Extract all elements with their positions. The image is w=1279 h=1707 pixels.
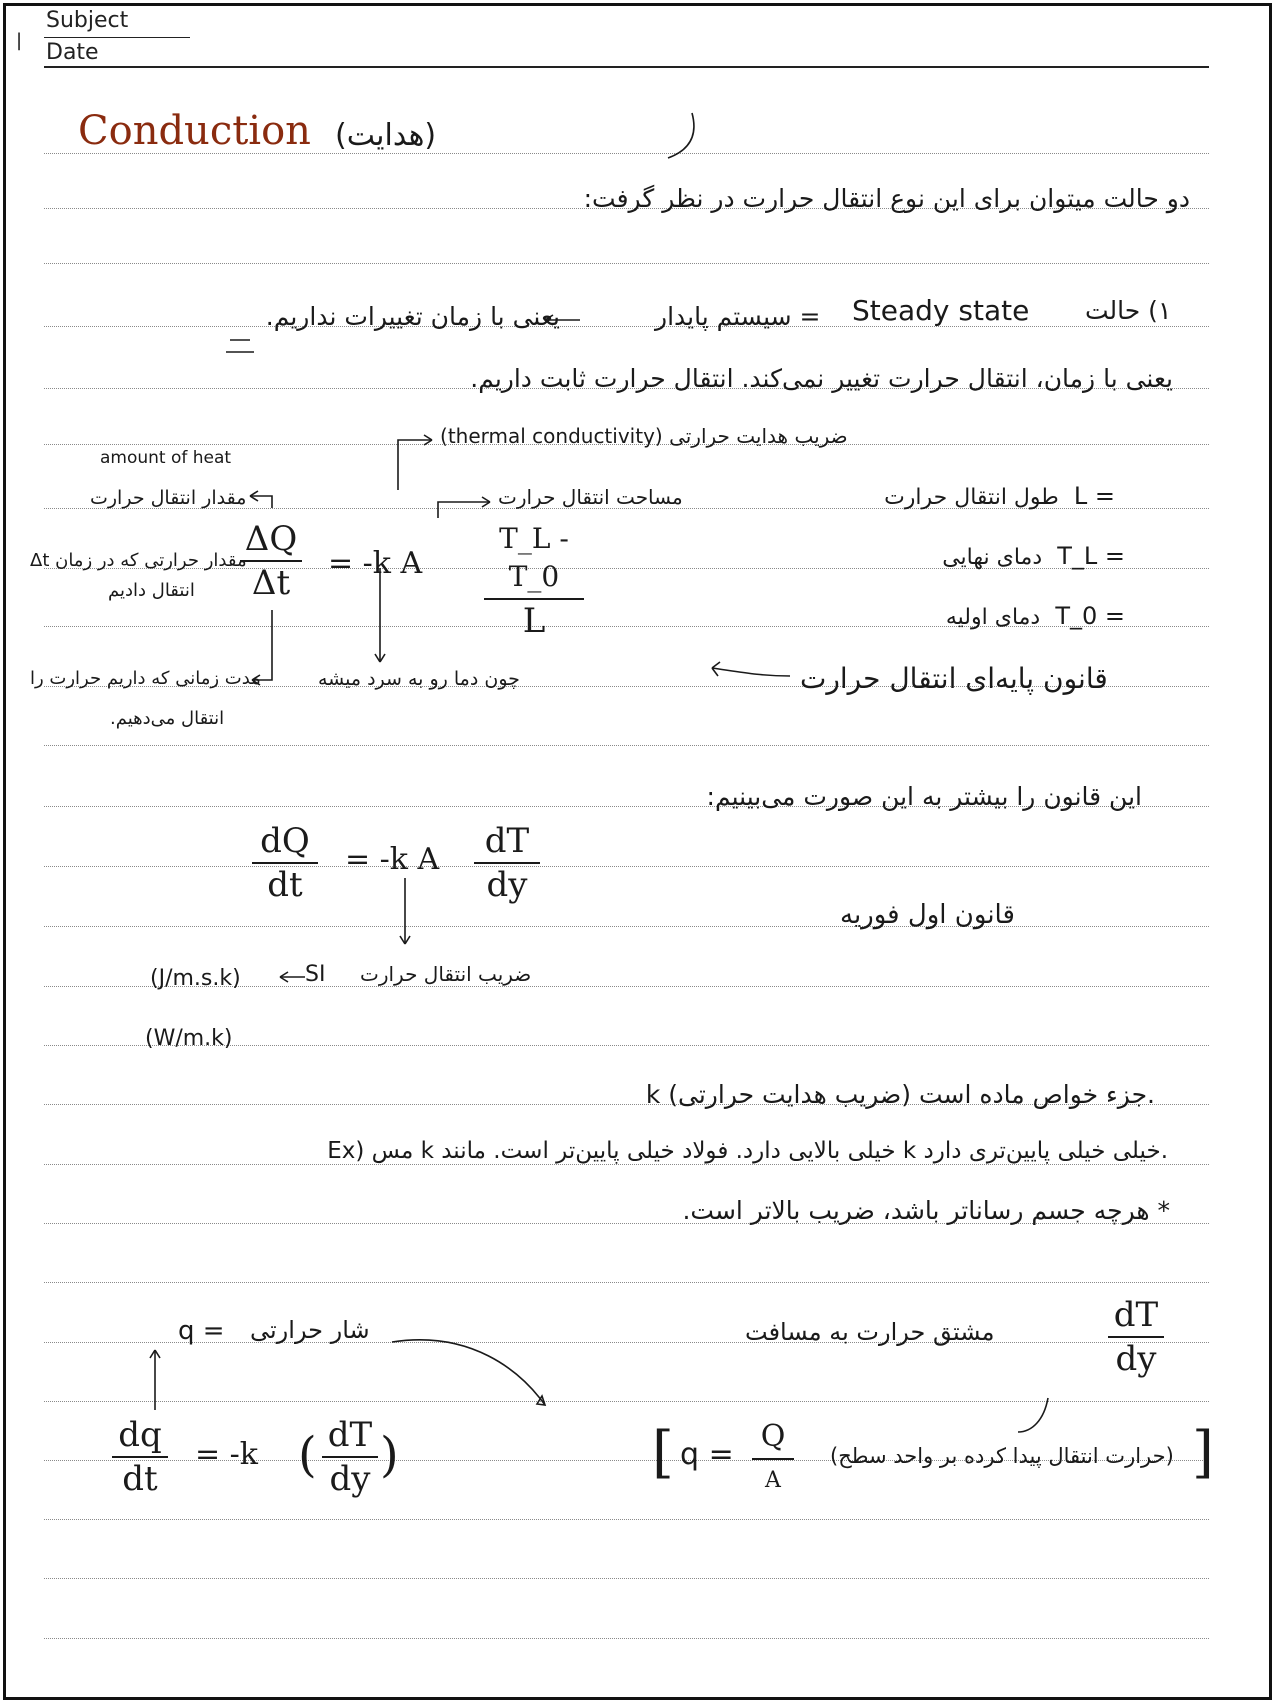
q-label: q =: [178, 1316, 225, 1346]
definition-text: دمای نهایی: [942, 545, 1043, 570]
steady-meaning: = سیستم پایدار: [655, 302, 821, 331]
definition-symbol: L =: [1073, 482, 1115, 510]
paren-close: ): [380, 1427, 399, 1483]
label-area: مساحت انتقال حرارت: [498, 485, 683, 509]
label-amount-en: amount of heat: [100, 448, 232, 468]
flux-rhs-num: dT: [327, 1415, 373, 1455]
flux-formula-mid: = -k: [195, 1437, 258, 1472]
better-form-text: این قانون را بیشتر به این صورت می‌بینیم:: [706, 782, 1142, 811]
paren-open: (: [298, 1427, 317, 1483]
bracket-open: [: [652, 1420, 674, 1485]
label-minus: چون دما رو به سرد میشه: [318, 668, 520, 690]
bracket-q: q =: [680, 1437, 734, 1472]
flux-rhs-den: dy: [329, 1459, 371, 1499]
label-dq-2: انتقال دادیم: [108, 580, 195, 601]
arrow-law: [712, 668, 790, 676]
bracket-den: A: [765, 1468, 781, 1493]
fourier-law: قانون اول فوریه: [840, 900, 1015, 930]
unit-2: (W/m.k): [145, 1026, 233, 1051]
bracket-text: (حرارت انتقال پیدا کرده بر واحد سطح): [830, 1444, 1174, 1468]
definition-text: طول انتقال حرارت: [884, 485, 1059, 510]
label-dq-1: مقدار حرارتی که در زمان Δt: [30, 550, 247, 571]
formula2-rhs-num: dT: [484, 821, 530, 861]
steady-item: ۱) حالت: [1085, 296, 1172, 325]
definition-symbol: T_0 =: [1055, 602, 1125, 630]
q-text: شار حرارتی: [250, 1316, 370, 1344]
subject-label: Subject: [46, 8, 129, 33]
note-1: k (ضریب هدایت حرارتی) جزء خواص ماده است.: [645, 1080, 1155, 1109]
gradient-den: dy: [1115, 1339, 1157, 1379]
definition-text: دمای اولیه: [945, 605, 1041, 630]
formula2-lhs-den: dt: [267, 865, 303, 905]
label-dt-2: انتقال می‌دهیم.: [110, 708, 225, 729]
flux-lhs-den: dt: [122, 1459, 158, 1499]
arrow-to-dt-label: [252, 610, 272, 680]
label-amount-fa: مقدار انتقال حرارت: [90, 487, 247, 509]
formula2-mid: = -k A: [345, 842, 440, 877]
gradient-num: dT: [1113, 1295, 1159, 1335]
bracket-close: ]: [1192, 1420, 1214, 1485]
note-3: * هرچه جسم رساناتر باشد، ضریب بالاتر است.: [682, 1196, 1170, 1225]
caret-mark: [1018, 1398, 1048, 1432]
steady-arrow-text: یعنی با زمان تغییرات نداریم.: [265, 302, 560, 331]
bracket-num: Q: [760, 1419, 786, 1454]
caret-mark: [668, 113, 694, 158]
formula2-lhs-num: dQ: [260, 821, 310, 861]
margin-mark: |: [16, 30, 23, 51]
arrow-to-k-label: [398, 440, 432, 490]
flux-lhs-num: dq: [118, 1415, 162, 1455]
formula1-rhs-den: L: [522, 601, 546, 641]
title-persian: (هدایت): [335, 118, 437, 153]
formula1-rhs-num: T_L - T_0: [499, 522, 569, 593]
title-english: Conduction: [78, 108, 311, 154]
arrow-flux: [392, 1340, 545, 1405]
note-2: Ex) مس k خیلی بالایی دارد. فولاد خیلی پایین‌تر است. مانند k خیلی خیلی پایین‌تری دارد.: [327, 1138, 1168, 1164]
formula1-lhs-num: ΔQ: [244, 519, 298, 559]
intro-text: دو حالت میتوان برای این نوع انتقال حرارت در نظر گرفت:: [583, 184, 1190, 213]
date-label: Date: [46, 40, 99, 65]
formula1-rhs-prefix: = -k A: [328, 546, 423, 581]
label-k: ضریب هدایت حرارتی (thermal conductivity): [440, 424, 848, 448]
formula2-rhs-den: dy: [486, 865, 528, 905]
gradient-text: مشتق حرارت به مسافت: [745, 1318, 995, 1346]
arrow-to-area-label: [438, 502, 490, 518]
si-label: SI: [305, 962, 326, 987]
formula1-lhs-den: Δt: [251, 563, 291, 603]
law-name: قانون پایه‌ای انتقال حرارت: [800, 662, 1108, 695]
label-dt-1: مدت زمانی که داریم حرارت را: [30, 668, 261, 689]
unit-1: (J/m.s.k): [150, 966, 241, 991]
underline-mark: [226, 340, 254, 352]
steady-line2: یعنی با زمان، انتقال حرارت تغییر نمی‌کند. انتقال حرارت ثابت داریم.: [470, 364, 1173, 393]
definition-symbol: T_L =: [1057, 542, 1125, 570]
steady-term: Steady state: [852, 294, 1030, 327]
formula2-k-label: ضریب انتقال حرارت: [360, 962, 532, 986]
